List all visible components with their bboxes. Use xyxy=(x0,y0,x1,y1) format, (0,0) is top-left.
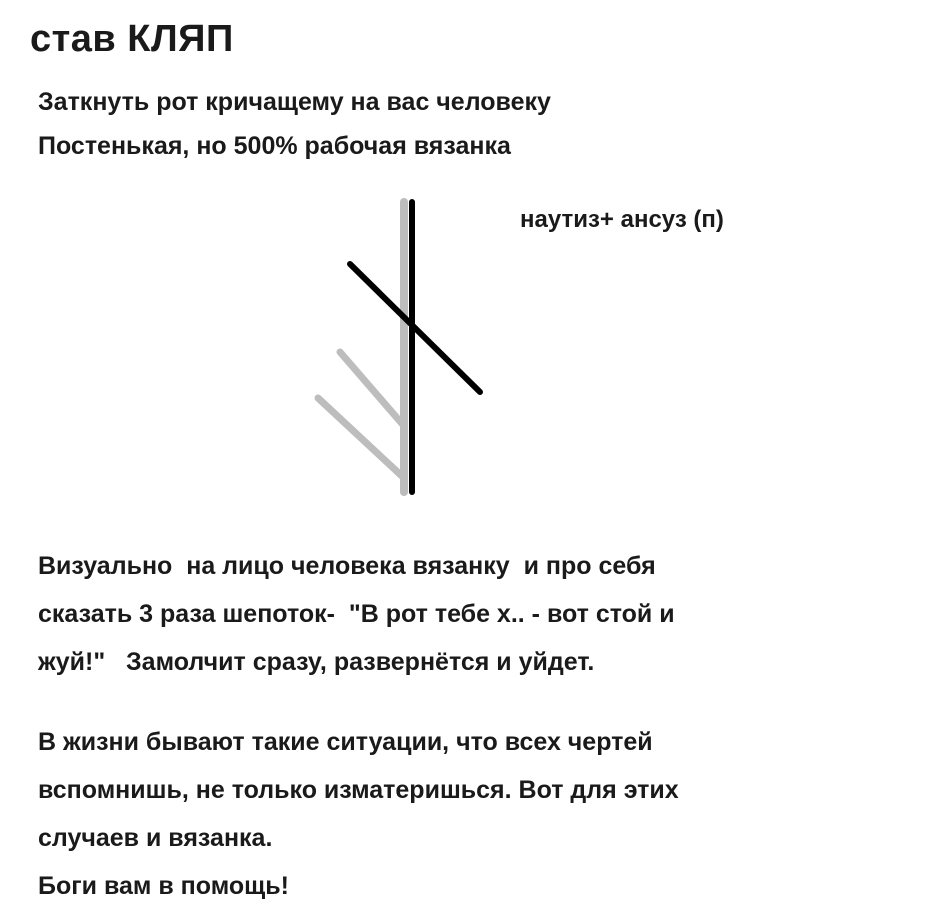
subtitle-line-2: Постенькая, но 500% рабочая вязанка xyxy=(38,132,511,160)
instruction-line-3: жуй!" Замолчит сразу, развернётся и уйдет. xyxy=(38,648,595,676)
rune-label: наутиз+ ансуз (п) xyxy=(520,206,724,233)
closing-line-1: В жизни бывают такие ситуации, что всех чертей xyxy=(38,728,653,756)
closing-line-4: Боги вам в помощь! xyxy=(38,872,289,900)
ansuz-branch-upper xyxy=(340,352,404,426)
instruction-line-1: Визуально на лицо человека вязанку и про себя xyxy=(38,552,656,580)
instruction-line-2: сказать 3 раза шепоток- "В рот тебе х.. - вот стой и xyxy=(38,600,675,628)
instruction-paragraph xyxy=(38,542,918,686)
rune-bindrune-diagram xyxy=(300,190,520,500)
closing-paragraph xyxy=(38,718,918,910)
subtitle-line-1: Заткнуть рот кричащему на вас человеку xyxy=(38,88,551,116)
closing-line-3: случаев и вязанка. xyxy=(38,824,273,852)
closing-line-2: вспомнишь, не только изматеришься. Вот для этих xyxy=(38,776,679,804)
page-title: став КЛЯП xyxy=(30,18,234,60)
